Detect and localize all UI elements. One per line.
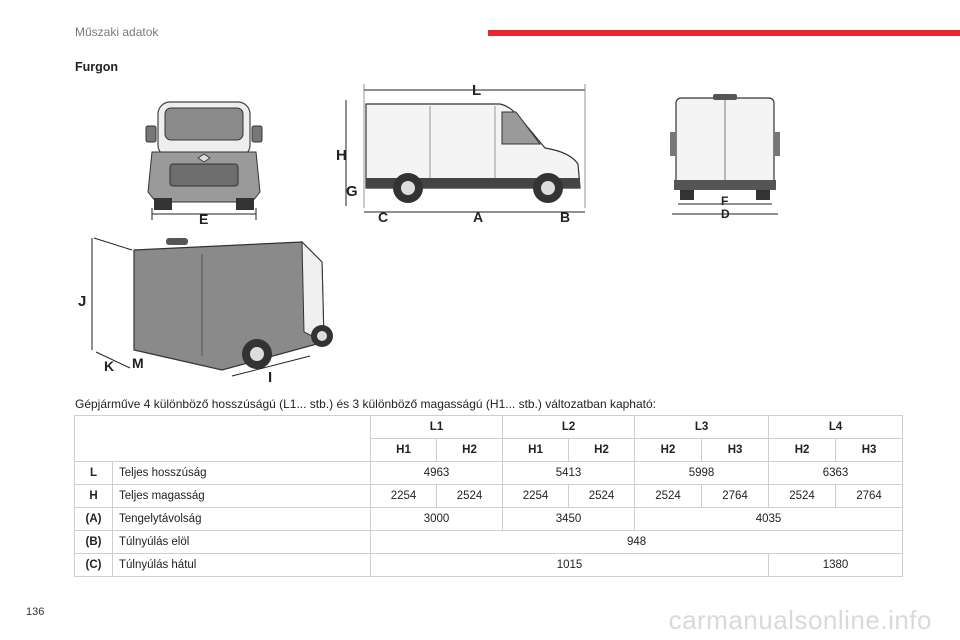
row-code: (A)	[75, 508, 113, 531]
height-header: H3	[702, 439, 769, 462]
header-accent-bar	[488, 30, 960, 36]
row-code: (C)	[75, 554, 113, 577]
table-row	[75, 508, 903, 531]
dim-label-g: G	[346, 183, 358, 200]
page-number: 136	[26, 606, 45, 618]
cell-value: 1380	[769, 554, 903, 577]
table-row	[75, 462, 903, 485]
cell-value: 3450	[503, 508, 635, 531]
dim-label-b: B	[560, 209, 571, 225]
cell-value: 2254	[371, 485, 437, 508]
row-desc: Túlnyúlás hátul	[113, 554, 371, 577]
dim-label-l: L	[472, 82, 482, 99]
cell-value: 1015	[371, 554, 769, 577]
section-title: Furgon	[75, 60, 119, 74]
height-header: H2	[437, 439, 503, 462]
height-header: H3	[836, 439, 903, 462]
dim-label-f: F	[721, 194, 729, 208]
cell-value: 2764	[702, 485, 769, 508]
height-header: H2	[635, 439, 702, 462]
van-rear-view	[668, 92, 783, 222]
dim-label-m: M	[132, 355, 144, 371]
length-header: L1	[371, 416, 503, 439]
cell-value: 2524	[569, 485, 635, 508]
row-code: H	[75, 485, 113, 508]
cell-value: 2524	[635, 485, 702, 508]
van-rear-three-quarter-view	[72, 232, 342, 390]
cell-value: 2764	[836, 485, 903, 508]
table-row	[75, 554, 903, 577]
height-header: H2	[569, 439, 635, 462]
cell-value: 948	[371, 531, 903, 554]
row-code: (B)	[75, 531, 113, 554]
dim-label-h: H	[336, 147, 347, 164]
dim-label-e: E	[199, 211, 209, 227]
cell-value: 2524	[769, 485, 836, 508]
cell-value: 3000	[371, 508, 503, 531]
cell-value: 4963	[371, 462, 503, 485]
table-row	[75, 531, 903, 554]
row-desc: Tengelytávolság	[113, 508, 371, 531]
van-front-view	[140, 92, 270, 227]
row-desc: Teljes magasság	[113, 485, 371, 508]
dimensions-table	[74, 415, 903, 577]
length-header: L2	[503, 416, 635, 439]
dim-label-j: J	[78, 293, 87, 310]
row-code: L	[75, 462, 113, 485]
cell-value: 2524	[437, 485, 503, 508]
height-header: H1	[371, 439, 437, 462]
cell-value: 5998	[635, 462, 769, 485]
dim-label-i: I	[268, 369, 273, 386]
cell-value: 4035	[635, 508, 903, 531]
dim-label-c: C	[378, 209, 389, 225]
watermark: carmanualsonline.info	[668, 605, 932, 635]
height-header: H2	[769, 439, 836, 462]
cell-value: 2254	[503, 485, 569, 508]
dim-label-k: K	[104, 358, 115, 374]
van-side-view	[330, 78, 600, 228]
row-desc: Teljes hosszúság	[113, 462, 371, 485]
dim-label-a: A	[473, 209, 484, 225]
height-header: H1	[503, 439, 569, 462]
cell-value: 6363	[769, 462, 903, 485]
table-header-lengths	[75, 416, 903, 439]
intro-text: Gépjárműve 4 különböző hosszúságú (L1... stb.) és 3 különböző magasságú (H1... stb.) változatban kapható:	[75, 397, 656, 411]
table-row	[75, 485, 903, 508]
row-desc: Túlnyúlás elöl	[113, 531, 371, 554]
cell-value: 5413	[503, 462, 635, 485]
length-header: L4	[769, 416, 903, 439]
dim-label-d: D	[721, 207, 730, 221]
header-title: Műszaki adatok	[75, 25, 159, 39]
length-header: L3	[635, 416, 769, 439]
